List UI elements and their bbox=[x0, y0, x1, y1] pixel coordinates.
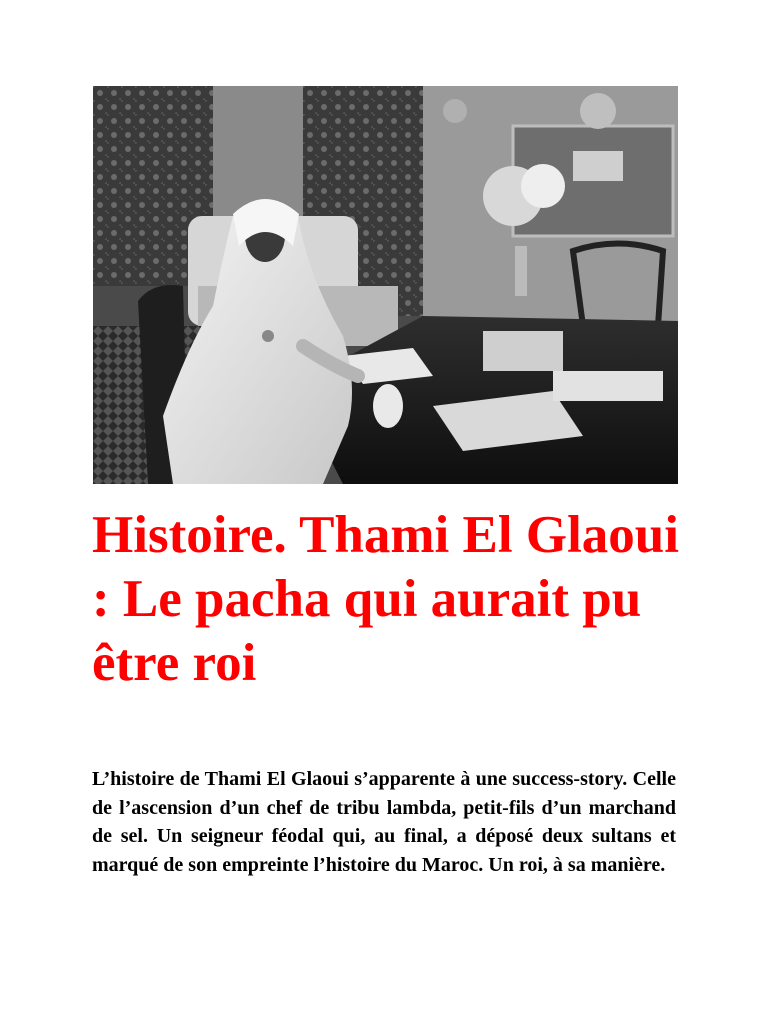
photo-illustration bbox=[93, 86, 678, 484]
portrait-photo bbox=[93, 86, 678, 484]
article-title: Histoire. Thami El Glaoui : Le pacha qui aurait pu être roi bbox=[92, 506, 680, 692]
article-lead-paragraph: L’histoire de Thami El Glaoui s’apparente à une success-story. Celle de l’ascension d’un chef de tribu lambda, petit-fils d’un marchand de sel. Un seigneur féodal qui, au final, a déposé deux sultans et marqué de son empreinte l’histoire du Maroc. Un roi, à sa manière. bbox=[92, 768, 676, 876]
